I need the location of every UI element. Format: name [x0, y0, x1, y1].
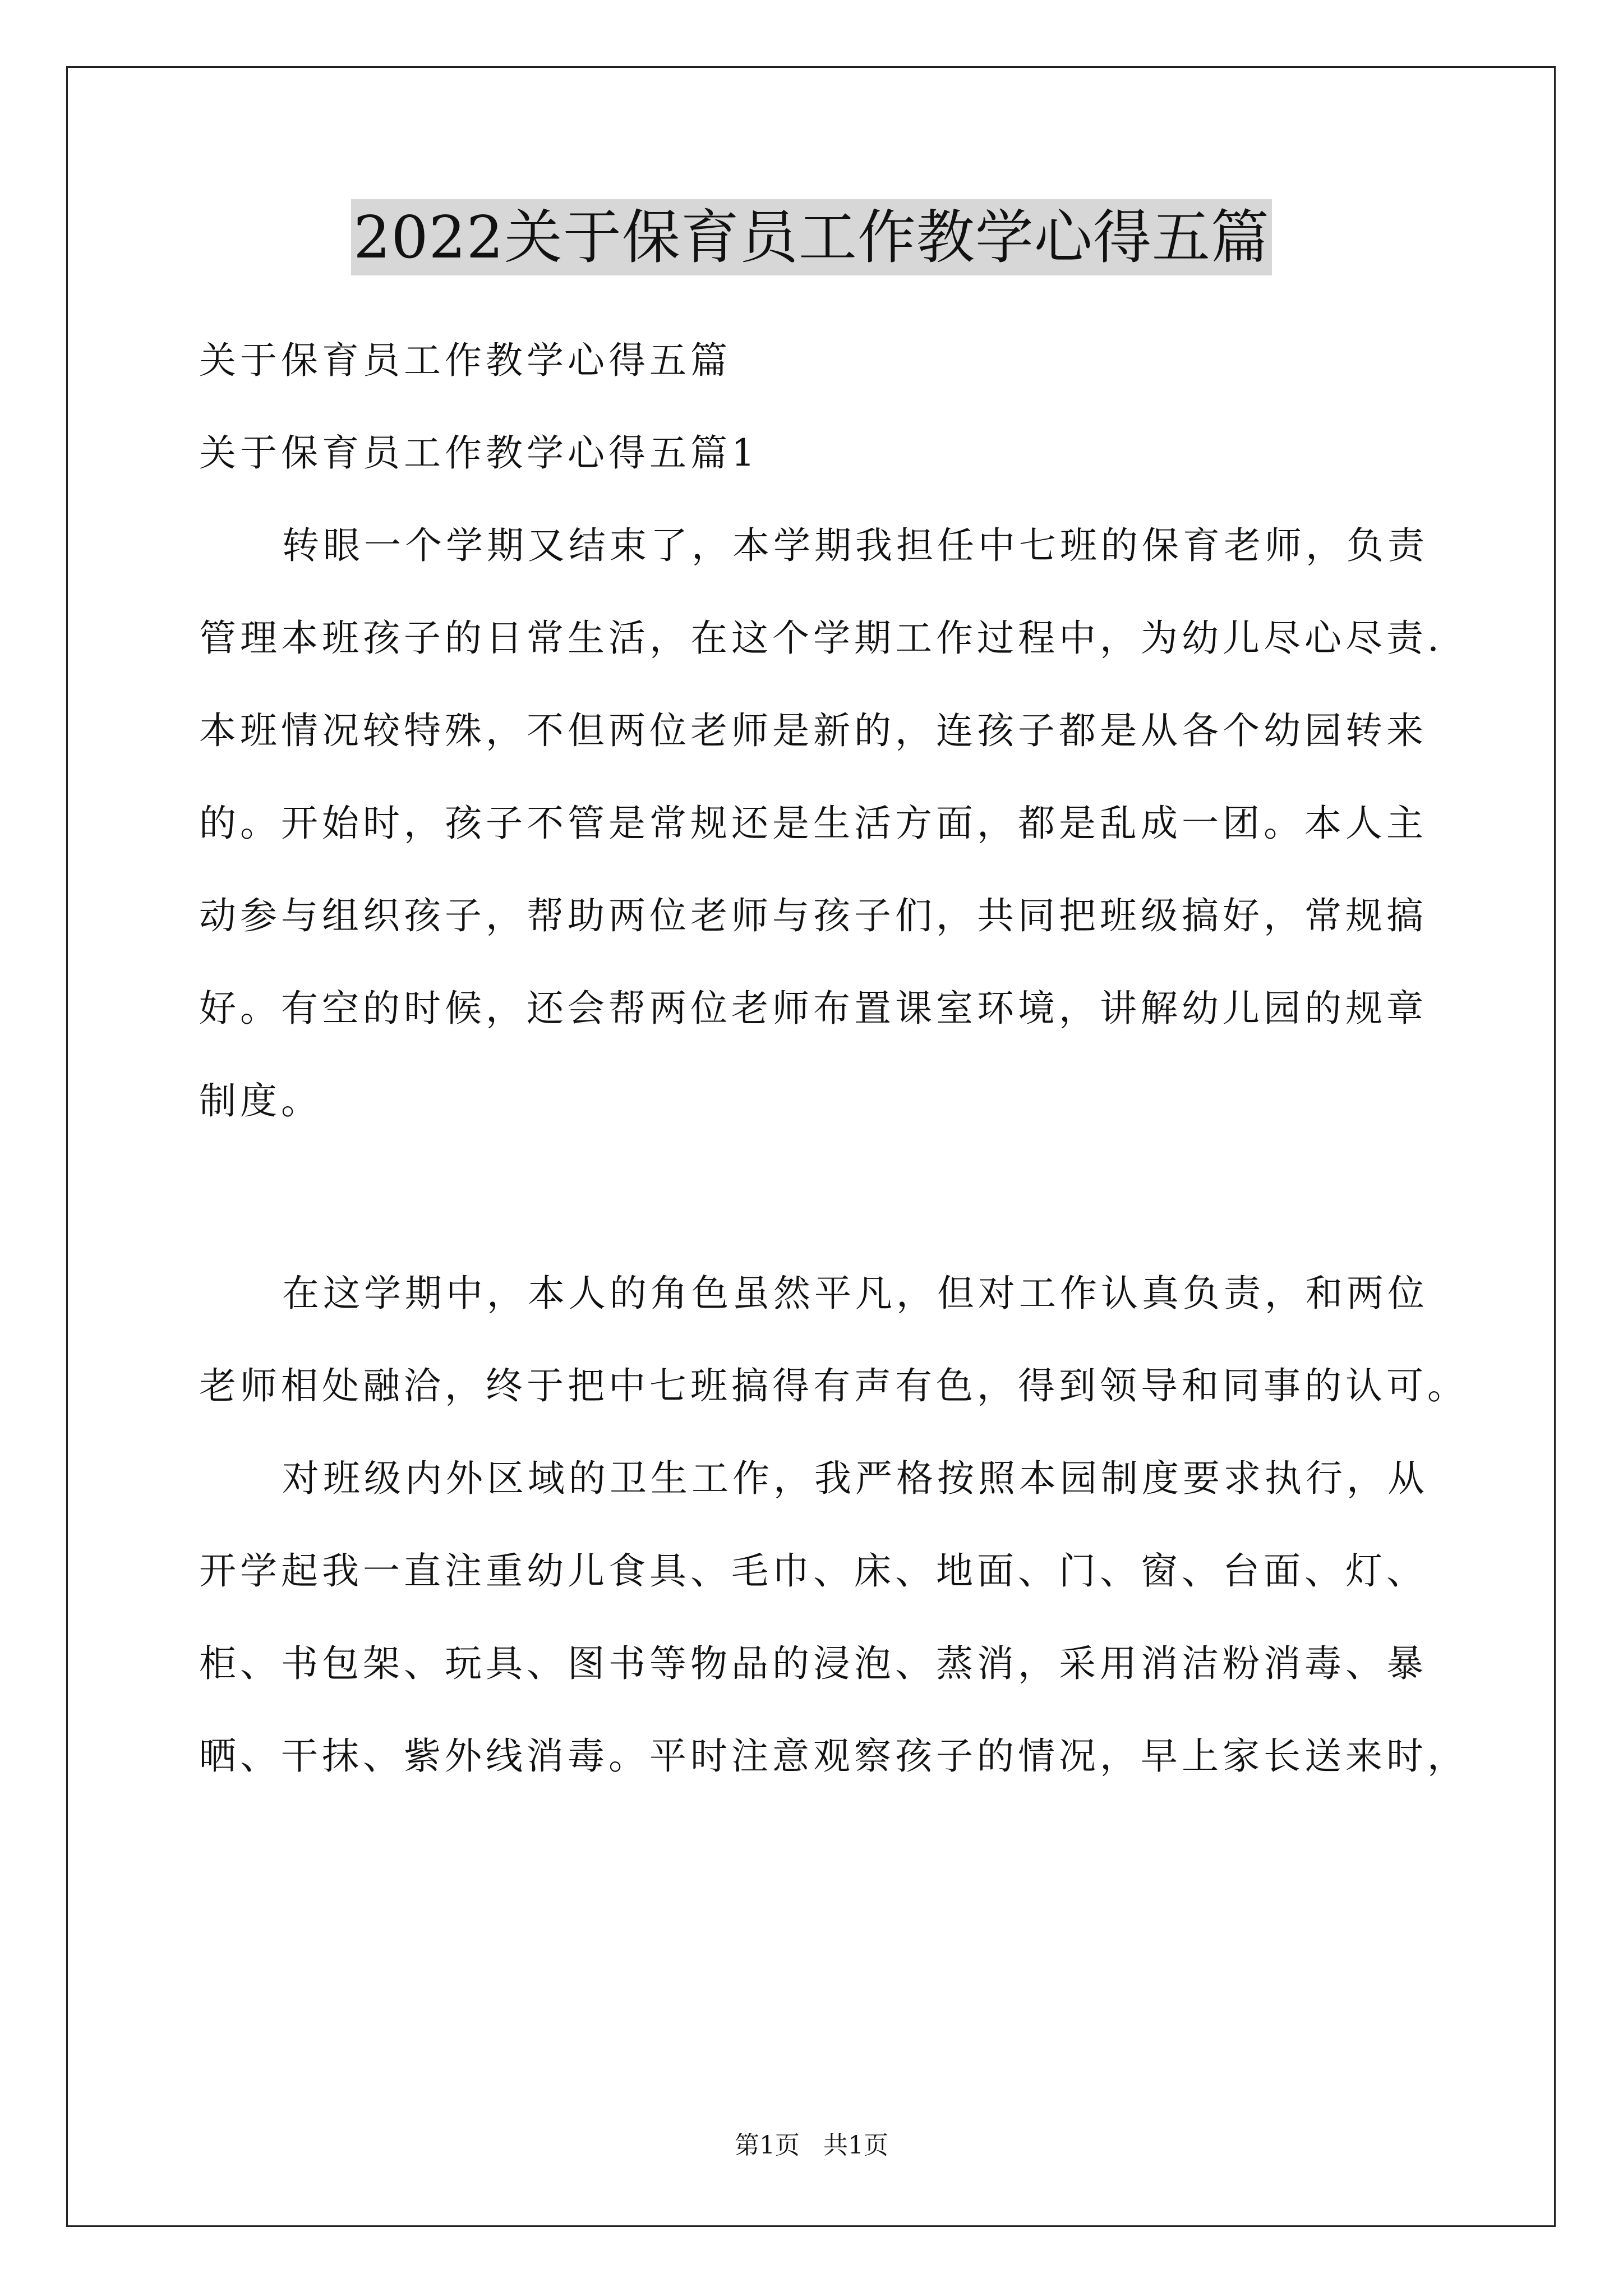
- document-body: [199, 314, 1468, 1802]
- paragraph-line: 的。开始时，孩子不管是常规还是生活方面，都是乱成一团。本人主: [199, 802, 1427, 845]
- paragraph-line: 管理本班孩子的日常生活，在这个学期工作过程中，为幼儿尽心尽责.: [199, 616, 1443, 660]
- paragraph-line: 晒、干抹、紫外线消毒。平时注意观察孩子的情况，早上家长送来时，: [199, 1734, 1468, 1778]
- paragraph-line: 制度。: [199, 1079, 322, 1122]
- paragraph-line: 对班级内外区域的卫生工作，我严格按照本园制度要求执行，从: [282, 1457, 1428, 1500]
- paragraph-line: 动参与组织孩子，帮助两位老师与孩子们，共同把班级搞好，常规搞: [199, 894, 1427, 937]
- page-number-footer: 第1页 共1页: [735, 2131, 888, 2160]
- paragraph-3: [199, 1432, 1468, 1802]
- heading-line: 关于保育员工作教学心得五篇: [199, 339, 731, 382]
- paragraph-line: 开学起我一直注重幼儿食具、毛巾、床、地面、门、窗、台面、灯、: [199, 1549, 1427, 1593]
- paragraph-spacer: [199, 1147, 1424, 1247]
- paragraph-line: 柜、书包架、玩具、图书等物品的浸泡、蒸消，采用消洁粉消毒、暴: [199, 1642, 1427, 1685]
- paragraph-line: 好。有空的时候，还会帮两位老师布置课室环境，讲解幼儿园的规章: [199, 987, 1427, 1030]
- section-heading: 关于保育员工作教学心得五篇1: [199, 431, 759, 475]
- paragraph-2: [199, 1247, 1468, 1432]
- paragraph-line: 在这学期中，本人的角色虽然平凡，但对工作认真负责，和两位: [282, 1272, 1428, 1315]
- paragraph-line: 老师相处融洽，终于把中七班搞得有声有色，得到领导和同事的认可。: [199, 1364, 1468, 1407]
- paragraph-line: 转眼一个学期又结束了，本学期我担任中七班的保育老师，负责: [282, 524, 1428, 567]
- paragraph-line: 本班情况较特殊，不但两位老师是新的，连孩子都是从各个幼园转来: [199, 709, 1427, 752]
- document-title: 2022关于保育员工作教学心得五篇: [351, 199, 1272, 275]
- paragraph-1: [199, 499, 1443, 1147]
- title-container: [0, 199, 1623, 275]
